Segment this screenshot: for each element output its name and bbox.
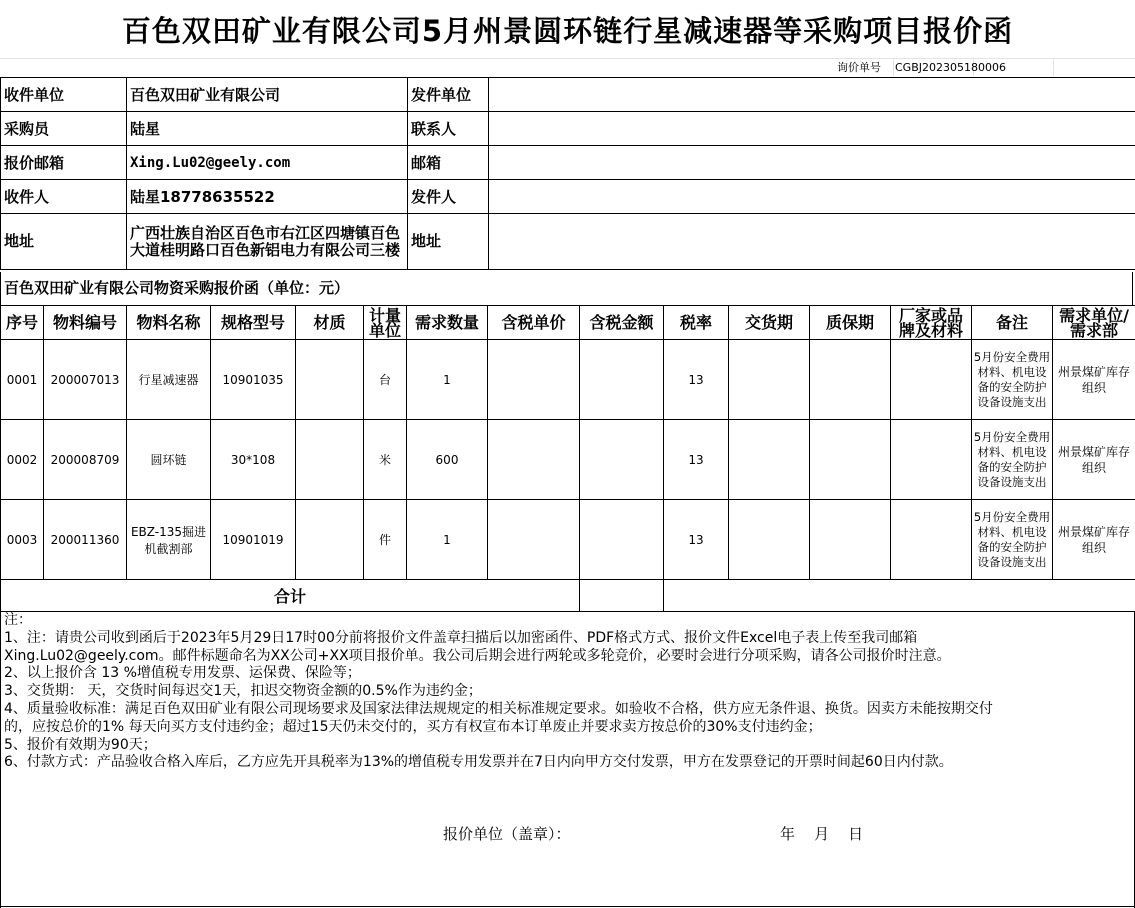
cell-tax: 13 (664, 420, 729, 500)
contact-label: 联系人 (408, 112, 489, 146)
page-title: 百色双田矿业有限公司5月州景圆环链行星减速器等采购项目报价函 (121, 14, 1014, 48)
buyer-value: 陆星 (127, 112, 408, 146)
table-title: 百色双田矿业有限公司物资采购报价函（单位：元） (0, 272, 1133, 305)
note-line: 3、交货期： 天，交货时间每迟交1天，扣迟交物资金额的0.5%作为违约金； (4, 683, 482, 700)
address2-label: 地址 (408, 214, 489, 270)
col-no: 序号 (1, 306, 44, 340)
recipient-label: 收件人 (1, 180, 127, 214)
receiver-unit-label: 收件单位 (1, 78, 127, 112)
note-line: 注： (4, 612, 32, 628)
col-delivery: 交货期 (729, 306, 810, 340)
address-label: 地址 (1, 214, 127, 270)
sender-unit-label: 发件单位 (408, 78, 489, 112)
cell-brand[interactable] (891, 340, 972, 420)
cell-amount[interactable] (580, 420, 664, 500)
cell-qty: 1 (407, 500, 488, 580)
quote-email-label: 报价邮箱 (1, 146, 127, 180)
buyer-label: 采购员 (1, 112, 127, 146)
col-amount: 含税金额 (580, 306, 664, 340)
table-row (1, 420, 1135, 500)
cell-no: 0003 (1, 500, 44, 580)
inquiry-label: 询价单号 (837, 61, 881, 74)
cell-qty: 1 (407, 340, 488, 420)
table-row (1, 340, 1135, 420)
cell-name: 行星减速器 (127, 340, 211, 420)
cell-price[interactable] (488, 420, 580, 500)
sender-label: 发件人 (408, 180, 489, 214)
col-dept: 需求单位/需求部 (1053, 306, 1135, 340)
sign-date: 年 月 日 (780, 825, 864, 843)
email-label: 邮箱 (408, 146, 489, 180)
cell-price[interactable] (488, 340, 580, 420)
note-line: 1、注：请贵公司收到函后于2023年5月29日17时00分前将报价文件盖章扫描后以加密函件、PDF格式方式、报价文件Excel电子表上传至我司邮箱 (4, 629, 918, 646)
sender-value[interactable] (489, 180, 1135, 214)
cell-spec: 10901019 (211, 500, 296, 580)
col-qty: 需求数量 (407, 306, 488, 340)
sign-label: 报价单位（盖章）： (443, 825, 571, 843)
col-code: 物料编号 (44, 306, 127, 340)
inquiry-number: CGBJ202305180006 (895, 61, 1006, 74)
cell-warranty[interactable] (810, 500, 891, 580)
cell-name: 圆环链 (127, 420, 211, 500)
items-table (0, 305, 1135, 612)
cell-unit: 台 (364, 340, 407, 420)
sender-unit-value[interactable] (489, 78, 1135, 112)
contact-value[interactable] (489, 112, 1135, 146)
table-row (1, 500, 1135, 580)
cell-code: 200008709 (44, 420, 127, 500)
cell-remark: 5月份安全费用材料、机电设备的安全防护设备设施支出 (972, 420, 1053, 500)
col-remark: 备注 (972, 306, 1053, 340)
col-unit: 计量单位 (364, 306, 407, 340)
note-line: 5、报价有效期为90天； (4, 736, 157, 753)
cell-price[interactable] (488, 500, 580, 580)
cell-remark: 5月份安全费用材料、机电设备的安全防护设备设施支出 (972, 500, 1053, 580)
notes-section (0, 612, 1135, 908)
cell-amount[interactable] (580, 500, 664, 580)
quote-email-value: Xing.Lu02@geely.com (127, 146, 408, 180)
cell-spec: 10901035 (211, 340, 296, 420)
total-row (1, 580, 1135, 612)
note-line: 6、付款方式：产品验收合格入库后，乙方应先开具税率为13%的增值税专用发票并在7日内向甲方交付发票，甲方在发票登记的开票时间起60日内付款。 (4, 754, 953, 771)
col-price: 含税单价 (488, 306, 580, 340)
receiver-unit-value: 百色双田矿业有限公司 (127, 78, 408, 112)
address2-value[interactable] (489, 214, 1135, 270)
cell-unit: 件 (364, 500, 407, 580)
cell-no: 0002 (1, 420, 44, 500)
cell-name: EBZ-135掘进机截割部 (127, 500, 211, 580)
cell-qty: 600 (407, 420, 488, 500)
cell-brand[interactable] (891, 420, 972, 500)
cell-material[interactable] (296, 420, 364, 500)
cell-unit: 米 (364, 420, 407, 500)
cell-amount[interactable] (580, 340, 664, 420)
note-line: 的，应按总价的1% 每天向买方支付违约金；超过15天仍未交付的，买方有权宣布本订单废止并要求卖方按总价的30%支付违约金； (4, 718, 822, 735)
cell-brand[interactable] (891, 500, 972, 580)
note-line: Xing.Lu02@geely.com。邮件标题命名为XX公司+XX项目报价单。我公司后期会进行两轮或多轮竞价，必要时会进行分项采购，请各公司报价时注意。 (4, 647, 951, 664)
cell-dept: 州景煤矿库存组织 (1053, 340, 1135, 420)
email-value[interactable] (489, 146, 1135, 180)
cell-material[interactable] (296, 500, 364, 580)
cell-warranty[interactable] (810, 340, 891, 420)
cell-code: 200011360 (44, 500, 127, 580)
col-warranty: 质保期 (810, 306, 891, 340)
cell-code: 200007013 (44, 340, 127, 420)
cell-spec: 30*108 (211, 420, 296, 500)
cell-delivery[interactable] (729, 420, 810, 500)
recipient-value: 陆星18778635522 (127, 180, 408, 214)
col-material: 材质 (296, 306, 364, 340)
col-brand: 厂家或品牌及材料 (891, 306, 972, 340)
col-tax: 税率 (664, 306, 729, 340)
total-amount[interactable] (580, 580, 664, 612)
total-rest (664, 580, 1135, 612)
cell-delivery[interactable] (729, 500, 810, 580)
cell-tax: 13 (664, 340, 729, 420)
cell-tax: 13 (664, 500, 729, 580)
cell-remark: 5月份安全费用材料、机电设备的安全防护设备设施支出 (972, 340, 1053, 420)
note-line: 4、质量验收标准：满足百色双田矿业有限公司现场要求及国家法律法规规定的相关标准规定要求。如验收不合格，供方应无条件退、换货。因卖方未能按期交付 (4, 700, 993, 717)
cell-no: 0001 (1, 340, 44, 420)
cell-material[interactable] (296, 340, 364, 420)
cell-dept: 州景煤矿库存组织 (1053, 500, 1135, 580)
info-table (0, 77, 1135, 270)
cell-delivery[interactable] (729, 340, 810, 420)
cell-dept: 州景煤矿库存组织 (1053, 420, 1135, 500)
note-line: 2、以上报价含 13 %增值税专用发票、运保费、保险等； (4, 665, 361, 682)
total-label: 合计 (1, 580, 580, 612)
col-spec: 规格型号 (211, 306, 296, 340)
col-name: 物料名称 (127, 306, 211, 340)
cell-warranty[interactable] (810, 420, 891, 500)
address-value: 广西壮族自治区百色市右江区四塘镇百色大道桂明路口百色新铝电力有限公司三楼 (127, 214, 408, 270)
